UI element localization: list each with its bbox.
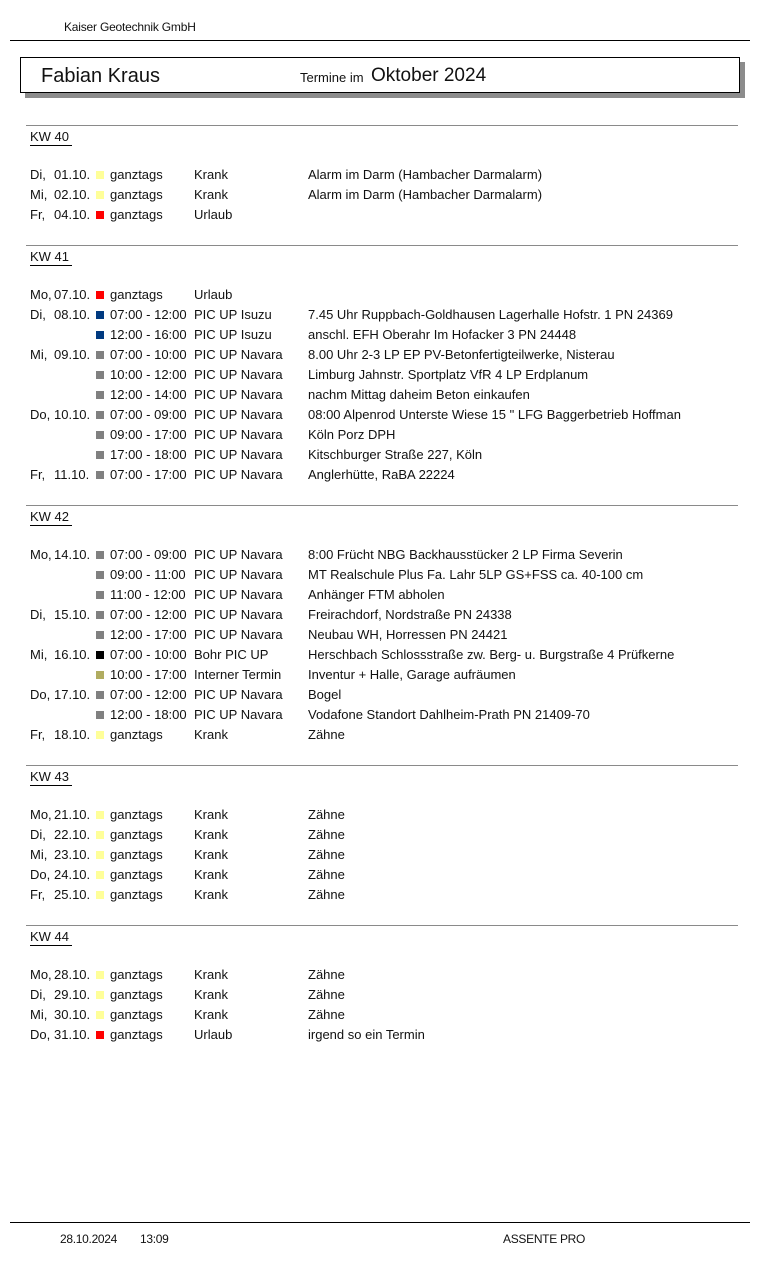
appointment-description: Inventur + Halle, Garage aufräumen <box>308 667 516 682</box>
category-color-swatch-icon <box>96 731 104 739</box>
category-color-swatch-icon <box>96 691 104 699</box>
category-color-swatch-icon <box>96 591 104 599</box>
appointment-category: PIC UP Navara <box>194 547 283 562</box>
appointment-weekday: Mi, <box>30 347 48 362</box>
appointment-row[interactable] <box>26 1005 738 1025</box>
appointment-description: 08:00 Alpenrod Unterste Wiese 15 " LFG Baggerbetrieb Hoffman <box>308 407 681 422</box>
appointment-row[interactable] <box>26 1025 738 1045</box>
appointment-description: Zähne <box>308 847 345 862</box>
title-box <box>20 57 740 93</box>
appointment-list <box>26 965 738 1045</box>
appointment-row[interactable] <box>26 805 738 825</box>
appointment-time: ganztags <box>110 207 163 222</box>
appointment-list <box>26 165 738 225</box>
category-color-swatch-icon <box>96 871 104 879</box>
appointment-weekday: Di, <box>30 827 46 842</box>
appointment-weekday: Fr, <box>30 207 46 222</box>
print-time: 13:09 <box>140 1232 169 1246</box>
appointment-row[interactable] <box>26 845 738 865</box>
header-divider <box>10 40 750 41</box>
appointment-date: 31.10. <box>54 1027 91 1042</box>
appointment-time: ganztags <box>110 1027 163 1042</box>
week-label: KW 41 <box>30 249 72 266</box>
appointment-row[interactable] <box>26 885 738 905</box>
category-color-swatch-icon <box>96 471 104 479</box>
category-color-swatch-icon <box>96 291 104 299</box>
appointment-category: PIC UP Isuzu <box>194 307 272 322</box>
appointment-date: 25.10. <box>54 887 91 902</box>
appointment-description: Alarm im Darm (Hambacher Darmalarm) <box>308 167 543 182</box>
appointment-date: 22.10. <box>54 827 91 842</box>
appointment-row[interactable] <box>26 285 738 305</box>
appointment-weekday: Di, <box>30 167 46 182</box>
appointment-time: ganztags <box>110 847 163 862</box>
appointment-time: 07:00 - 12:00 <box>110 687 187 702</box>
appointment-date: 18.10. <box>54 727 91 742</box>
termine-label: Termine im <box>300 70 364 85</box>
footer-divider <box>10 1222 750 1223</box>
appointment-weekday: Do, <box>30 407 51 422</box>
category-color-swatch-icon <box>96 831 104 839</box>
appointment-category: PIC UP Navara <box>194 587 283 602</box>
category-color-swatch-icon <box>96 191 104 199</box>
appointment-row[interactable] <box>26 725 738 745</box>
appointment-time: ganztags <box>110 887 163 902</box>
appointment-date: 15.10. <box>54 607 91 622</box>
appointment-description: Zähne <box>308 867 345 882</box>
category-color-swatch-icon <box>96 971 104 979</box>
appointment-description: Zähne <box>308 887 345 902</box>
appointment-time: ganztags <box>110 1007 163 1022</box>
appointment-time: 09:00 - 17:00 <box>110 427 187 442</box>
appointment-description: Neubau WH, Horressen PN 24421 <box>308 627 508 642</box>
appointment-description: Zähne <box>308 987 345 1002</box>
week-divider <box>26 925 738 926</box>
appointment-time: ganztags <box>110 167 163 182</box>
week-section <box>26 925 738 1045</box>
appointment-time: 12:00 - 14:00 <box>110 387 187 402</box>
appointment-description: anschl. EFH Oberahr Im Hofacker 3 PN 24448 <box>308 327 577 342</box>
appointment-description: Zähne <box>308 1007 345 1022</box>
appointment-category: Krank <box>194 887 228 902</box>
category-color-swatch-icon <box>96 391 104 399</box>
appointment-weekday: Mo, <box>30 967 52 982</box>
appointment-category: Krank <box>194 167 228 182</box>
week-section <box>26 765 738 905</box>
print-date: 28.10.2024 <box>60 1232 118 1246</box>
appointment-category: PIC UP Navara <box>194 407 283 422</box>
appointment-row[interactable] <box>26 705 738 725</box>
appointment-row[interactable] <box>26 385 738 405</box>
appointment-weekday: Di, <box>30 607 46 622</box>
appointment-time: ganztags <box>110 187 163 202</box>
appointment-time: 10:00 - 17:00 <box>110 667 187 682</box>
appointment-category: PIC UP Isuzu <box>194 327 272 342</box>
appointment-row[interactable] <box>26 405 738 425</box>
category-color-swatch-icon <box>96 631 104 639</box>
appointment-category: Urlaub <box>194 287 233 302</box>
appointment-list <box>26 805 738 905</box>
appointment-category: Interner Termin <box>194 667 282 682</box>
category-color-swatch-icon <box>96 171 104 179</box>
appointment-weekday: Do, <box>30 687 51 702</box>
appointment-row[interactable] <box>26 665 738 685</box>
category-color-swatch-icon <box>96 891 104 899</box>
appointment-description: Anhänger FTM abholen <box>308 587 445 602</box>
appointment-category: PIC UP Navara <box>194 447 283 462</box>
appointment-date: 23.10. <box>54 847 91 862</box>
appointment-weekday: Mi, <box>30 187 48 202</box>
appointment-description: Vodafone Standort Dahlheim-Prath PN 21409-70 <box>308 707 590 722</box>
appointment-category: Urlaub <box>194 1027 233 1042</box>
appointment-category: PIC UP Navara <box>194 427 283 442</box>
appointment-weekday: Di, <box>30 307 46 322</box>
appointment-category: Krank <box>194 867 228 882</box>
appointment-date: 28.10. <box>54 967 91 982</box>
appointment-time: 12:00 - 17:00 <box>110 627 187 642</box>
appointment-category: Krank <box>194 987 228 1002</box>
appointment-description: Zähne <box>308 807 345 822</box>
month-title: Oktober 2024 <box>371 65 487 86</box>
appointment-row[interactable] <box>26 625 738 645</box>
appointment-description: Alarm im Darm (Hambacher Darmalarm) <box>308 187 543 202</box>
appointment-category: Bohr PIC UP <box>194 647 269 662</box>
appointment-description: Herschbach Schlossstraße zw. Berg- u. Burgstraße 4 Prüfkerne <box>308 647 675 662</box>
week-divider <box>26 505 738 506</box>
appointment-row[interactable] <box>26 585 738 605</box>
appointment-description: Limburg Jahnstr. Sportplatz VfR 4 LP Erdplanum <box>308 367 589 382</box>
appointment-row[interactable] <box>26 305 738 325</box>
appointment-row[interactable] <box>26 545 738 565</box>
appointment-description: 8.00 Uhr 2-3 LP EP PV-Betonfertigteilwerke, Nisterau <box>308 347 615 362</box>
appointment-row[interactable] <box>26 645 738 665</box>
appointment-row[interactable] <box>26 985 738 1005</box>
category-color-swatch-icon <box>96 331 104 339</box>
appointment-weekday: Mi, <box>30 647 48 662</box>
category-color-swatch-icon <box>96 991 104 999</box>
appointment-category: Krank <box>194 827 228 842</box>
appointment-category: PIC UP Navara <box>194 607 283 622</box>
appointment-row[interactable] <box>26 165 738 185</box>
appointment-date: 30.10. <box>54 1007 91 1022</box>
appointment-time: 07:00 - 12:00 <box>110 307 187 322</box>
appointment-description: Köln Porz DPH <box>308 427 396 442</box>
appointment-category: PIC UP Navara <box>194 687 283 702</box>
appointment-category: PIC UP Navara <box>194 387 283 402</box>
week-label: KW 42 <box>30 509 72 526</box>
appointment-date: 16.10. <box>54 647 91 662</box>
appointment-time: 11:00 - 12:00 <box>110 587 186 602</box>
appointment-date: 29.10. <box>54 987 91 1002</box>
appointment-time: 12:00 - 18:00 <box>110 707 187 722</box>
week-label: KW 44 <box>30 929 72 946</box>
person-name: Fabian Kraus <box>41 65 160 87</box>
company-name: Kaiser Geotechnik GmbH <box>64 20 196 34</box>
appointment-row[interactable] <box>26 185 738 205</box>
category-color-swatch-icon <box>96 371 104 379</box>
appointment-row[interactable] <box>26 445 738 465</box>
category-color-swatch-icon <box>96 711 104 719</box>
appointment-date: 07.10. <box>54 287 91 302</box>
category-color-swatch-icon <box>96 1011 104 1019</box>
appointment-description: Freirachdorf, Nordstraße PN 24338 <box>308 607 512 622</box>
appointment-description: MT Realschule Plus Fa. Lahr 5LP GS+FSS ca. 40-100 cm <box>308 567 644 582</box>
category-color-swatch-icon <box>96 851 104 859</box>
appointment-row[interactable] <box>26 425 738 445</box>
appointment-row[interactable] <box>26 605 738 625</box>
appointment-time: 07:00 - 09:00 <box>110 547 187 562</box>
appointment-description: Bogel <box>308 687 342 702</box>
appointment-description: Zähne <box>308 727 345 742</box>
appointment-date: 09.10. <box>54 347 91 362</box>
appointment-time: ganztags <box>110 727 163 742</box>
appointment-time: ganztags <box>110 867 163 882</box>
appointment-category: Krank <box>194 967 228 982</box>
appointment-time: 07:00 - 09:00 <box>110 407 187 422</box>
appointment-date: 08.10. <box>54 307 91 322</box>
appointment-time: 07:00 - 17:00 <box>110 467 187 482</box>
appointment-category: PIC UP Navara <box>194 707 283 722</box>
category-color-swatch-icon <box>96 671 104 679</box>
category-color-swatch-icon <box>96 351 104 359</box>
appointment-time: ganztags <box>110 967 163 982</box>
category-color-swatch-icon <box>96 431 104 439</box>
appointment-weekday: Di, <box>30 987 46 1002</box>
app-name: ASSENTE PRO <box>503 1232 586 1246</box>
appointment-weekday: Fr, <box>30 467 46 482</box>
appointment-date: 17.10. <box>54 687 91 702</box>
appointment-date: 10.10. <box>54 407 91 422</box>
category-color-swatch-icon <box>96 611 104 619</box>
appointment-description: irgend so ein Termin <box>308 1027 425 1042</box>
appointment-date: 04.10. <box>54 207 91 222</box>
appointment-category: Krank <box>194 727 228 742</box>
week-section <box>26 245 738 485</box>
week-section <box>26 125 738 225</box>
category-color-swatch-icon <box>96 551 104 559</box>
appointment-weekday: Mi, <box>30 1007 48 1022</box>
category-color-swatch-icon <box>96 571 104 579</box>
week-label: KW 40 <box>30 129 72 146</box>
appointment-list <box>26 285 738 485</box>
appointment-category: Krank <box>194 847 228 862</box>
appointment-time: 07:00 - 10:00 <box>110 647 187 662</box>
appointment-weekday: Mi, <box>30 847 48 862</box>
appointment-row[interactable] <box>26 965 738 985</box>
appointment-row[interactable] <box>26 865 738 885</box>
appointment-row[interactable] <box>26 205 738 225</box>
appointment-category: Krank <box>194 1007 228 1022</box>
category-color-swatch-icon <box>96 311 104 319</box>
appointment-date: 21.10. <box>54 807 91 822</box>
appointment-time: 17:00 - 18:00 <box>110 447 187 462</box>
appointment-row[interactable] <box>26 325 738 345</box>
appointment-description: nachm Mittag daheim Beton einkaufen <box>308 387 530 402</box>
appointment-row[interactable] <box>26 565 738 585</box>
week-divider <box>26 765 738 766</box>
appointment-category: PIC UP Navara <box>194 367 283 382</box>
week-divider <box>26 125 738 126</box>
appointment-row[interactable] <box>26 345 738 365</box>
appointment-time: 12:00 - 16:00 <box>110 327 187 342</box>
appointment-description: Zähne <box>308 967 345 982</box>
category-color-swatch-icon <box>96 211 104 219</box>
appointment-time: ganztags <box>110 807 163 822</box>
appointment-weekday: Fr, <box>30 727 46 742</box>
appointment-description: 7.45 Uhr Ruppbach-Goldhausen Lagerhalle Hofstr. 1 PN 24369 <box>308 307 673 322</box>
appointment-category: Krank <box>194 187 228 202</box>
appointment-category: Krank <box>194 807 228 822</box>
appointment-date: 11.10. <box>54 467 90 482</box>
week-divider <box>26 245 738 246</box>
week-section <box>26 505 738 745</box>
appointment-category: PIC UP Navara <box>194 467 283 482</box>
appointment-weekday: Mo, <box>30 547 52 562</box>
category-color-swatch-icon <box>96 651 104 659</box>
appointment-weekday: Do, <box>30 867 51 882</box>
category-color-swatch-icon <box>96 1031 104 1039</box>
appointment-row[interactable] <box>26 465 738 485</box>
category-color-swatch-icon <box>96 411 104 419</box>
appointment-weekday: Mo, <box>30 807 52 822</box>
appointment-weekday: Fr, <box>30 887 46 902</box>
appointment-time: ganztags <box>110 287 163 302</box>
appointment-description: Anglerhütte, RaBA 22224 <box>308 467 455 482</box>
appointment-time: ganztags <box>110 987 163 1002</box>
category-color-swatch-icon <box>96 811 104 819</box>
appointment-time: ganztags <box>110 827 163 842</box>
appointment-time: 09:00 - 11:00 <box>110 567 186 582</box>
appointment-row[interactable] <box>26 825 738 845</box>
appointment-date: 24.10. <box>54 867 91 882</box>
category-color-swatch-icon <box>96 451 104 459</box>
appointment-time: 10:00 - 12:00 <box>110 367 187 382</box>
appointment-description: Kitschburger Straße 227, Köln <box>308 447 483 462</box>
appointment-time: 07:00 - 10:00 <box>110 347 187 362</box>
appointment-date: 14.10. <box>54 547 91 562</box>
appointment-weekday: Do, <box>30 1027 51 1042</box>
appointment-category: Urlaub <box>194 207 233 222</box>
appointment-weekday: Mo, <box>30 287 52 302</box>
appointment-date: 02.10. <box>54 187 91 202</box>
appointment-time: 07:00 - 12:00 <box>110 607 187 622</box>
appointment-description: Zähne <box>308 827 345 842</box>
appointment-list <box>26 545 738 745</box>
appointment-description: 8:00 Frücht NBG Backhausstücker 2 LP Firma Severin <box>308 547 623 562</box>
appointment-row[interactable] <box>26 685 738 705</box>
appointment-category: PIC UP Navara <box>194 627 283 642</box>
appointment-row[interactable] <box>26 365 738 385</box>
appointment-category: PIC UP Navara <box>194 347 283 362</box>
appointment-category: PIC UP Navara <box>194 567 283 582</box>
week-label: KW 43 <box>30 769 72 786</box>
appointment-date: 01.10. <box>54 167 91 182</box>
